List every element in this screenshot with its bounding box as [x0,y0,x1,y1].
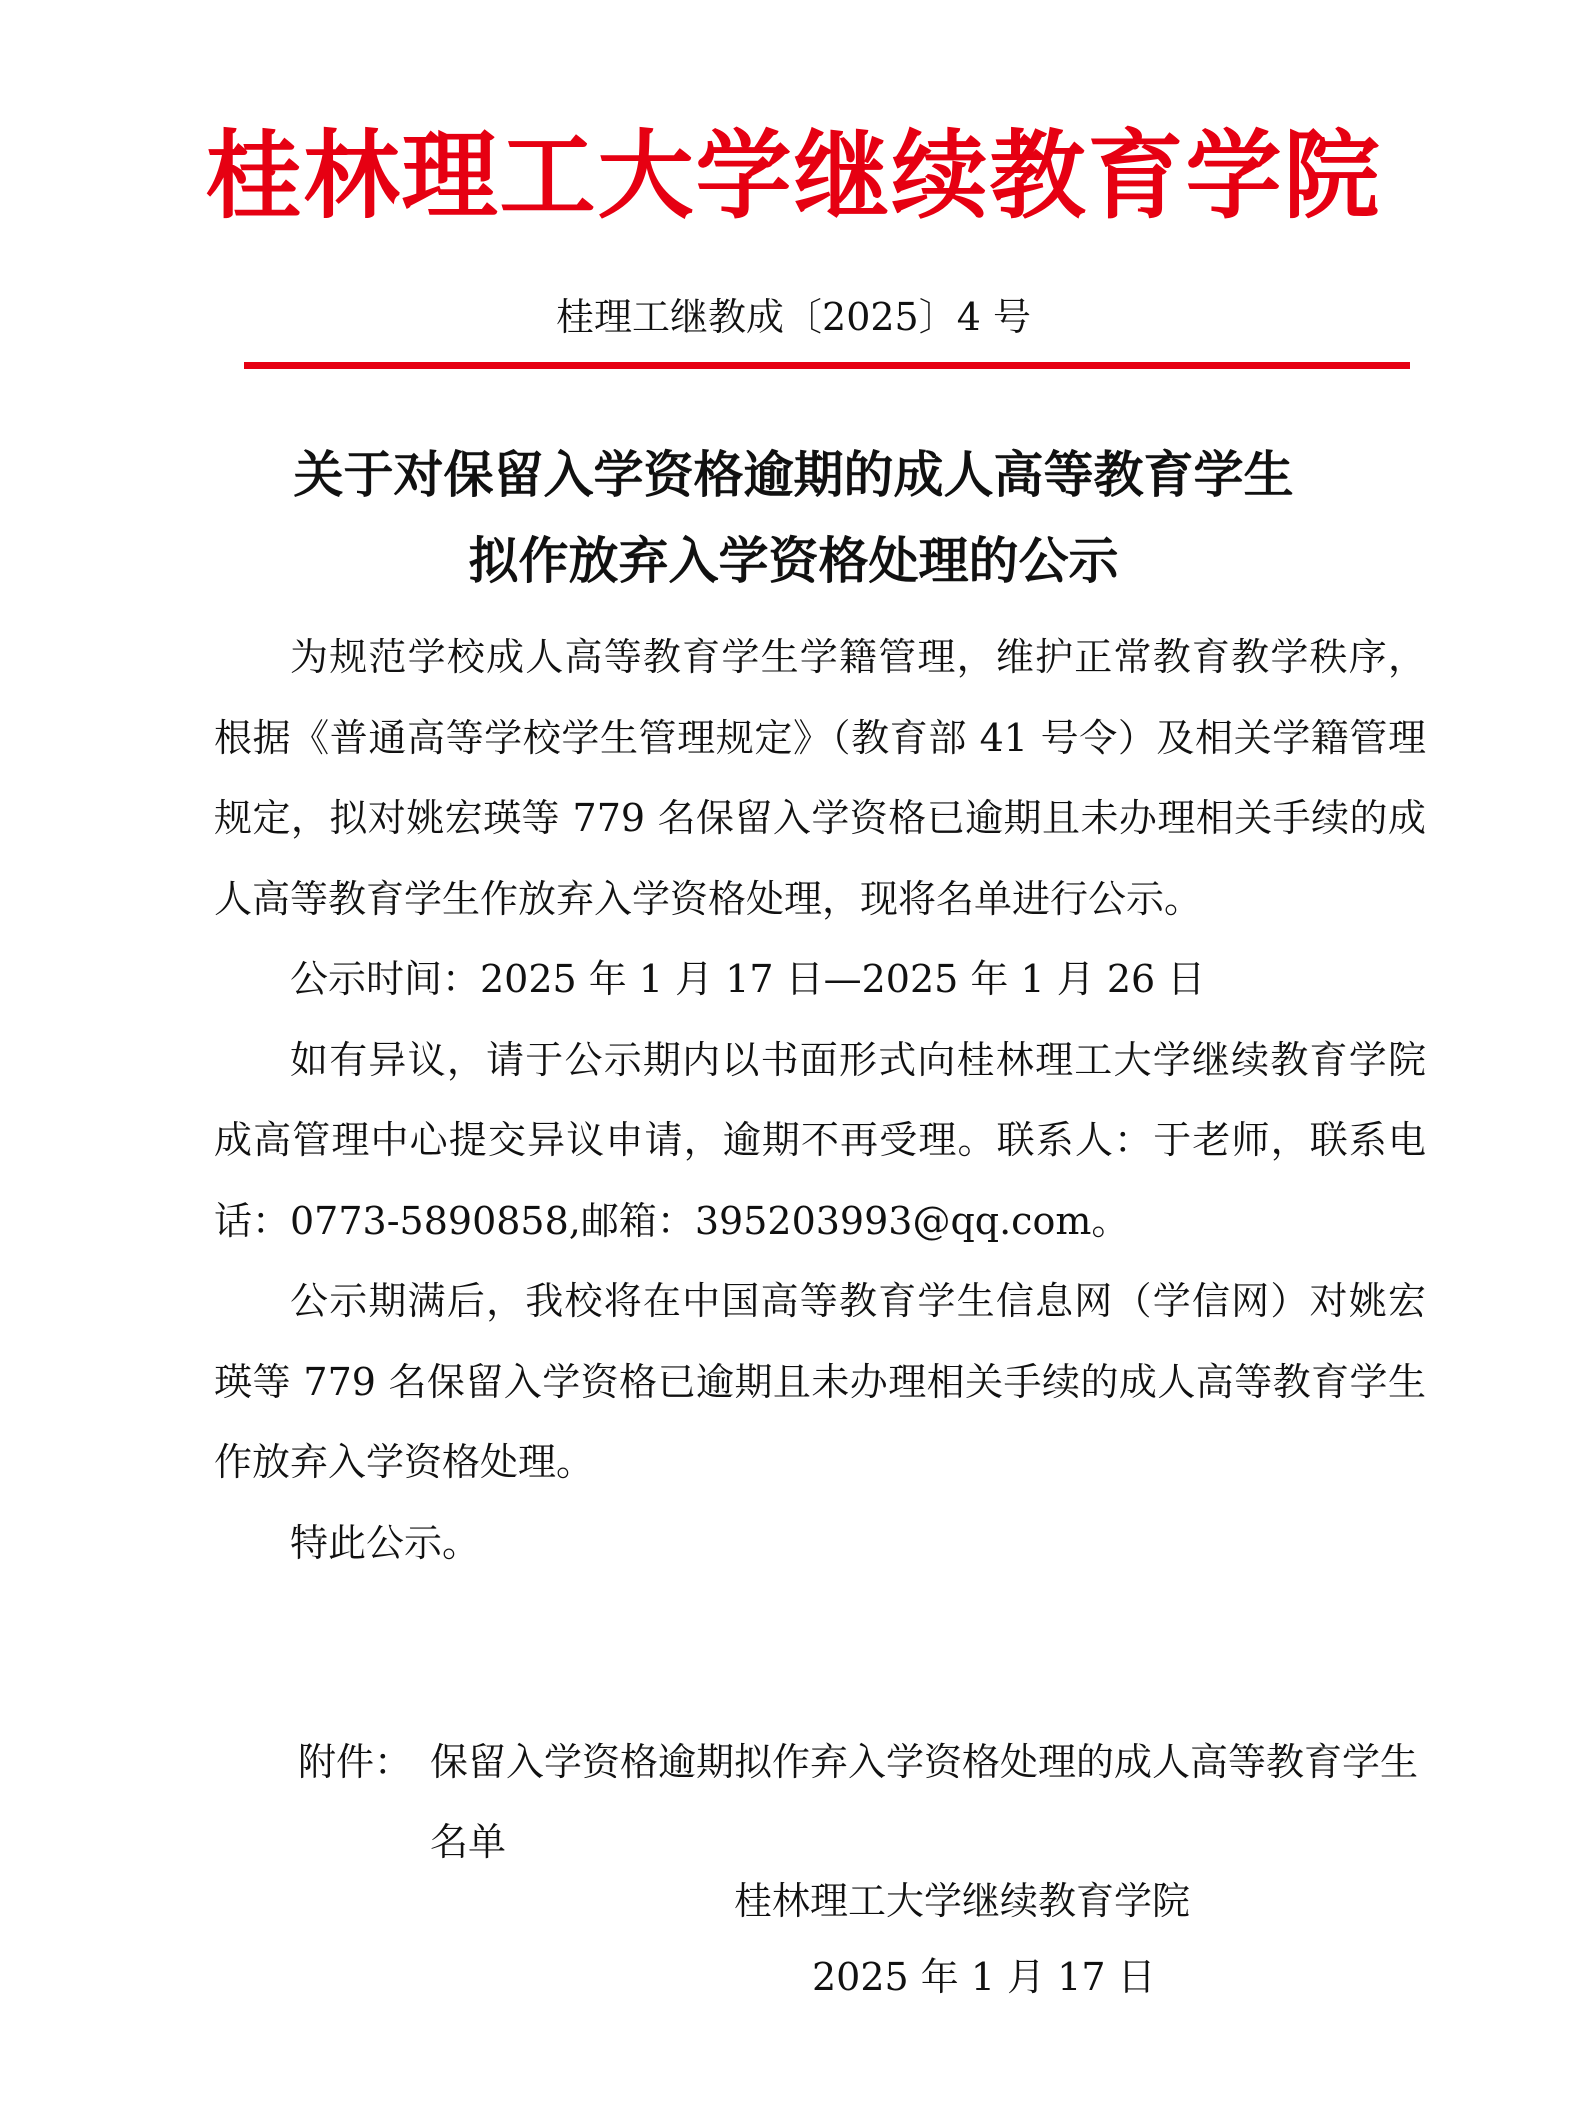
red-divider [244,362,1410,369]
paragraph-period: 公示时间：2025 年 1 月 17 日—2025 年 1 月 26 日 [290,957,1206,1001]
issue-date: 2025 年 1 月 17 日 [812,1955,1156,1999]
attachment-label: 附件： [298,1740,413,1784]
issuer-signature: 桂林理工大学继续教育学院 [734,1879,1191,1923]
notice-title-line-1: 关于对保留入学资格逾期的成人高等教育学生 [293,446,1294,504]
paragraph-purpose: 为规范学校成人高等教育学生学籍管理，维护正常教育教学秩序，根据《普通高等学校学生管理规定》（教育部 41 号令）及相关学籍管理规定，拟对姚宏瑛等 779 名保留入学资格已逾期且未办理相关手续的成人高等教育学生作放弃入学资格处理，现将名单进行公示。 [214,635,1426,921]
notice-body [214,617,1426,1583]
document-number: 桂理工继教成〔2025〕4 号 [556,295,1031,339]
attachment-text: 保留入学资格逾期拟作弃入学资格处理的成人高等教育学生名单 [430,1740,1419,1864]
attachment [298,1722,1426,1882]
paragraph-closing: 特此公示。 [290,1520,481,1565]
paragraph-objection: 如有异议，请于公示期内以书面形式向桂林理工大学继续教育学院成高管理中心提交异议申请，逾期不再受理。联系人：于老师，联系电话：0773-5890858,邮箱：395203993@qq.com。 [214,1037,1426,1243]
masthead-title: 桂林理工大学继续教育学院 [205,120,1382,232]
notice-title-line-2: 拟作放弃入学资格处理的公示 [468,532,1119,590]
paragraph-after: 公示期满后，我校将在中国高等教育学生信息网（学信网）对姚宏瑛等 779 名保留入学资格已逾期且未办理相关手续的成人高等教育学生作放弃入学资格处理。 [214,1279,1426,1484]
